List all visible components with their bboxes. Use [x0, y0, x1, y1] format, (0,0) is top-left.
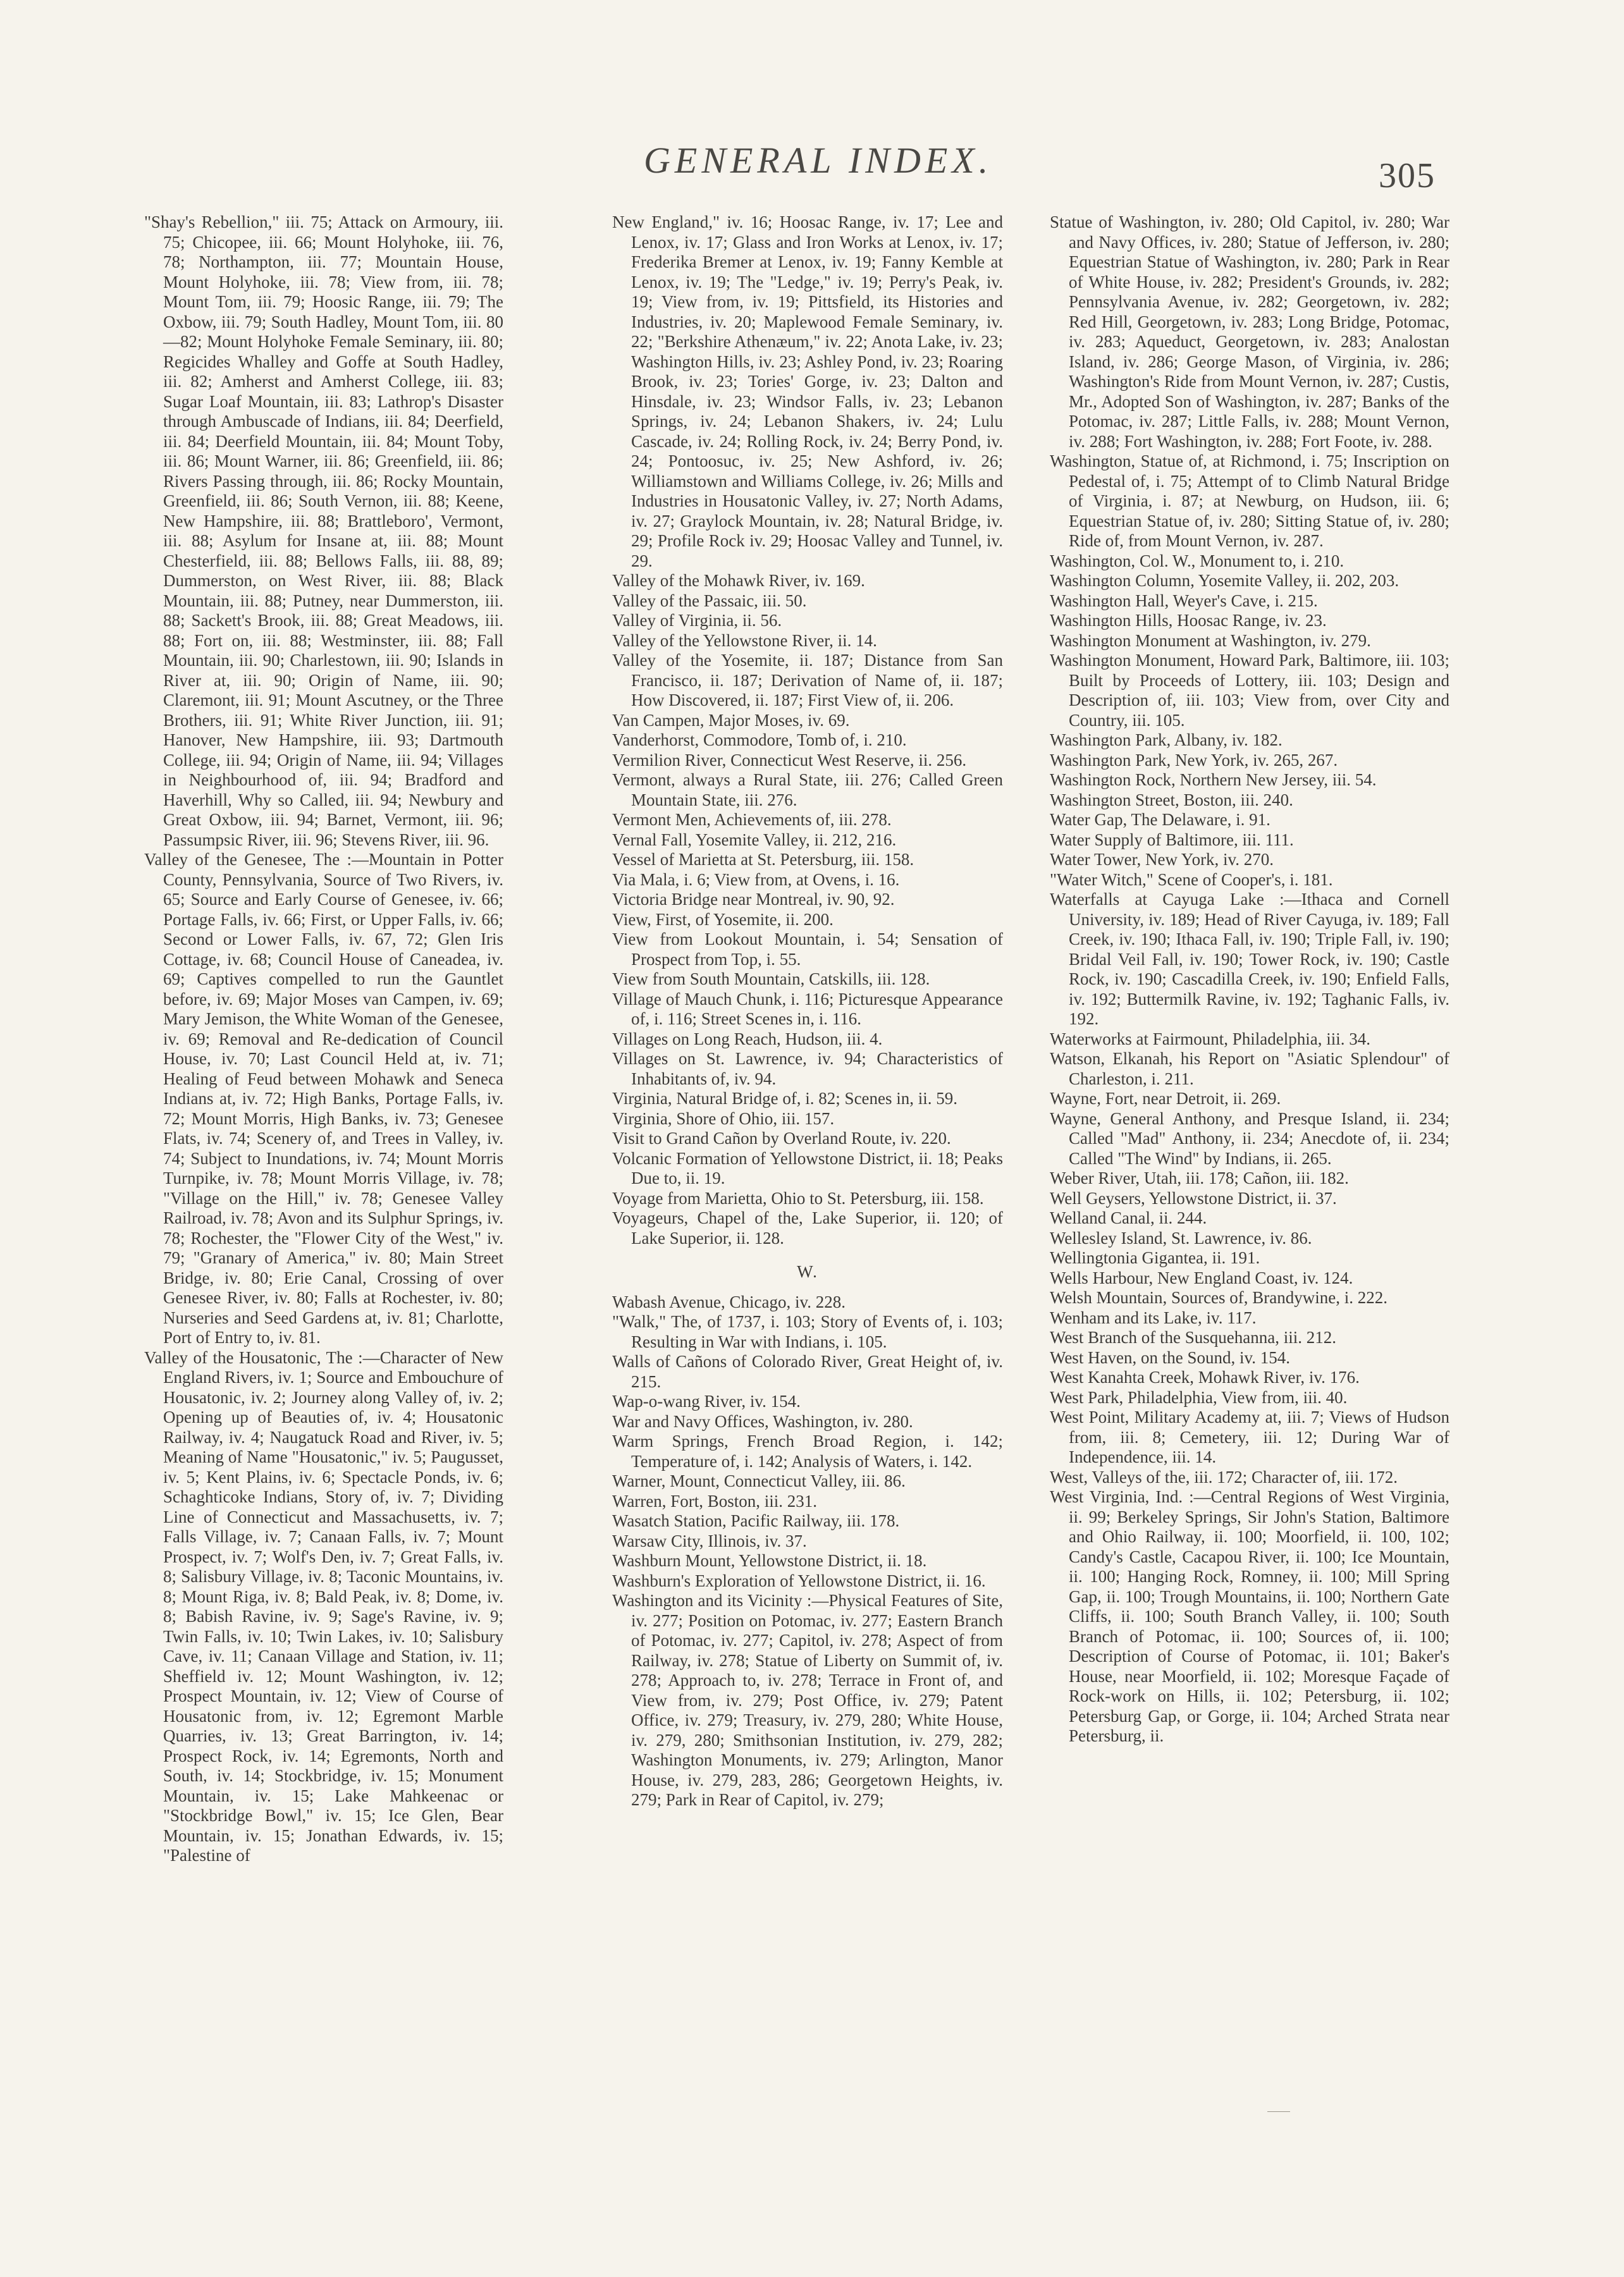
index-column-3 — [1050, 212, 1449, 2204]
index-entry: Wayne, General Anthony, and Presque Island, ii. 234; Called "Mad" Anthony, ii. 234; Anecdote of, ii. 234; Called "The Wind" by Indians, ii. 265. — [1050, 1108, 1449, 1168]
index-entry: Warner, Mount, Connecticut Valley, iii. 86. — [612, 1471, 906, 1490]
index-entry: New England," iv. 16; Hoosac Range, iv. 17; Lee and Lenox, iv. 17; Glass and Iron Works at Lenox, iv. 17; Frederika Bremer at Lenox, iv. 19; Fanny Kemble at Lenox, iv. 19; The "Ledge," iv. 19; Perry's Peak, iv. 19; View from, iv. 19; Pittsfield, its Histories and Industries, iv. 20; Maplewood Female Seminary, iv. 22; "Berkshire Athenæum," iv. 22; Anota Lake, iv. 23; Washington Hills, iv. 23; Ashley Pond, iv. 23; Roaring Brook, iv. 23; Tories' Gorge, iv. 23; Dalton and Hinsdale, iv. 23; Windsor Falls, iv. 23; Lebanon Springs, iv. 24; Lebanon Shakers, iv. 24; Lulu Cascade, iv. 24; Rolling Rock, iv. 24; Berry Pond, iv. 24; Pontoosuc, iv. 25; New Ashford, iv. 26; Williamstown and Williams College, iv. 26; Mills and Industries in Housatonic Valley, iv. 27; North Adams, iv. 27; Graylock Mountain, iv. 28; Natural Bridge, iv. 29; Profile Rock iv. 29; Hoosac Valley and Tunnel, iv. 29. — [612, 212, 1003, 570]
index-entry: "Shay's Rebellion," iii. 75; Attack on Armoury, iii. 75; Chicopee, iii. 66; Mount Holyhoke, iii. 76, 78; Northampton, iii. 77; Mountain House, Mount Holyhoke, iii. 78; View from, iii. 78; Mount Tom, iii. 79; Hoosic Range, iii. 79; The Oxbow, iii. 79; South Hadley, Mount Tom, iii. 80—82; Mount Holyhoke Female Seminary, iii. 80; Regicides Whalley and Goffe at South Hadley, iii. 82; Amherst and Amherst College, iii. 83; Sugar Loaf Mountain, iii. 83; Lathrop's Disaster through Ambuscade of Indians, iii. 84; Deerfield, iii. 84; Deerfield Mountain, iii. 84; Mount Toby, iii. 86; Mount Warner, iii. 86; Greenfield, iii. 86; Rivers Passing through, iii. 86; Rocky Mountain, Greenfield, iii. 86; South Vernon, iii. 88; Keene, New Hampshire, iii. 88; Brattleboro', Vermont, iii. 88; Asylum for Insane at, iii. 88; Mount Chesterfield, iii. 88; Bellows Falls, iii. 88, 89; Dummerston, on West River, iii. 88; Black Mountain, iii. 88; Putney, near Dummerston, iii. 88; Sackett's Brook, iii. 88; Great Meadows, iii. 88; Fort on, iii. 88; Westminster, iii. 88; Fall Mountain, iii. 90; Charlestown, iii. 90; Islands in River at, iii. 90; Origin of Name, iii. 90; Claremont, iii. 91; Mount Ascutney, or the Three Brothers, iii. 91; White River Junction, iii. 91; Hanover, New Hampshire, iii. 93; Dartmouth College, iii. 94; Origin of Name, iii. 94; Villages in Neighbourhood of, iii. 94; Bradford and Haverhill, Why so Called, iii. 94; Newbury and Great Oxbow, iii. 94; Barnet, Vermont, iii. 96; Passumpsic River, iii. 96; Stevens River, iii. 96. — [144, 212, 503, 849]
index-entry: Washington Street, Boston, iii. 240. — [1050, 790, 1293, 809]
index-column-2 — [612, 212, 1003, 2204]
index-entry: Washington, Col. W., Monument to, i. 210. — [1050, 551, 1344, 570]
index-entry: West, Valleys of the, iii. 172; Character of, iii. 172. — [1050, 1467, 1398, 1487]
index-entry: "Walk," The, of 1737, i. 103; Story of Events of, i. 103; Resulting in War with Indians, i. 105. — [612, 1312, 1003, 1351]
index-entry: "Water Witch," Scene of Cooper's, i. 181. — [1050, 869, 1333, 889]
index-entry: West Point, Military Academy at, iii. 7; Views of Hudson from, iii. 8; Cemetery, iii. 12; During War of Independence, iii. 14. — [1050, 1408, 1449, 1466]
index-entry: Valley of the Yosemite, ii. 187; Distance from San Francisco, ii. 187; Derivation of Name of, ii. 187; How Discovered, ii. 187; First View of, ii. 206. — [612, 651, 1003, 709]
index-entry: Valley of the Housatonic, The :—Character of New England Rivers, iv. 1; Source and Embouchure of Housatonic, iv. 2; Journey along Valley of, iv. 2; Opening up of Beauties of, iv. 4; Housatonic Railway, iv. 4; Naugatuck Road and River, iv. 5; Meaning of Name "Housatonic," iv. 5; Paugusset, iv. 5; Kent Plains, iv. 6; Spectacle Ponds, iv. 6; Schaghticoke Indians, Story of, iv. 7; Dividing Line of Connecticut and Massachusetts, iv. 7; Falls Village, iv. 7; Canaan Falls, iv. 7; Mount Prospect, iv. 7; Wolf's Den, iv. 7; Great Falls, iv. 8; Salisbury Village, iv. 8; Taconic Mountains, iv. 8; Mount Riga, iv. 8; Bald Peak, iv. 8; Dome, iv. 8; Babish Ravine, iv. 9; Sage's Ravine, iv. 9; Twin Falls, iv. 10; Twin Lakes, iv. 10; Salisbury Cave, iv. 11; Canaan Village and Station, iv. 11; Sheffield iv. 12; Mount Washington, iv. 12; Prospect Mountain, iv. 12; View of Course of Housatonic from, iv. 12; Egremont Marble Quarries, iv. 13; Great Barrington, iv. 14; Prospect Rock, iv. 14; Egremonts, North and South, iv. 14; Stockbridge, iv. 15; Monument Mountain, iv. 15; Lake Mahkeenac or "Stockbridge Bowl," iv. 15; Ice Glen, Bear Mountain, iv. 15; Jonathan Edwards, iv. 15; "Palestine of — [144, 1347, 503, 1865]
index-entry: Washington Rock, Northern New Jersey, iii. 54. — [1050, 770, 1377, 789]
index-entry: Wellesley Island, St. Lawrence, iv. 86. — [1050, 1228, 1312, 1248]
index-entry: Washington Park, Albany, iv. 182. — [1050, 730, 1283, 749]
index-entry: Washington Park, New York, iv. 265, 267. — [1050, 750, 1338, 770]
index-entry: View from Lookout Mountain, i. 54; Sensation of Prospect from Top, i. 55. — [612, 930, 1003, 969]
index-entry: West Virginia, Ind. :—Central Regions of West Virginia, ii. 99; Berkeley Springs, Sir John's Station, Baltimore and Ohio Railway, ii. 100; Moorfield, ii. 100, 102; Candy's Castle, Cacapou River, ii. 100; Ice Mountain, ii. 100; Hanging Rock, Romney, ii. 100; Mill Spring Gap, ii. 100; Trough Mountains, ii. 100; Northern Gate Cliffs, ii. 100; South Branch Valley, ii. 100; South Branch of Potomac, ii. 100; Sources of, ii. 100; Description of Course of Potomac, ii. 101; Baker's House, near Moorfield, ii. 102; Moresque Façade of Rock-work on Hills, ii. 102; Petersburg, ii. 102; Petersburg Gap, or Gorge, ii. 104; Arched Strata near Petersburg, ii. — [1050, 1487, 1449, 1745]
index-entry: Washington Hills, Hoosac Range, iv. 23. — [1050, 611, 1327, 630]
index-entry: Wayne, Fort, near Detroit, ii. 269. — [1050, 1089, 1281, 1108]
footer-rule — [1267, 2111, 1290, 2112]
index-entry: Wells Harbour, New England Coast, iv. 124. — [1050, 1268, 1353, 1287]
index-entry: Villages on St. Lawrence, iv. 94; Characteristics of Inhabitants of, iv. 94. — [612, 1049, 1003, 1088]
index-entry: Warm Springs, French Broad Region, i. 142; Temperature of, i. 142; Analysis of Waters, i. 142. — [612, 1432, 1003, 1471]
index-entry: Statue of Washington, iv. 280; Old Capitol, iv. 280; War and Navy Offices, iv. 280; Statue of Jefferson, iv. 280; Equestrian Statue of Washington, iv. 280; Park in Rear of White House, iv. 282; President's Grounds, iv. 282; Pennsylvania Avenue, iv. 282; Georgetown, iv. 282; Red Hill, Georgetown, iv. 283; Long Bridge, Potomac, iv. 283; Aqueduct, Georgetown, iv. 283; Analostan Island, iv. 286; George Mason, of Virginia, iv. 286; Washington's Ride from Mount Vernon, iv. 287; Custis, Mr., Adopted Son of Washington, iv. 287; Banks of the Potomac, iv. 287; Little Falls, iv. 288; Mount Vernon, iv. 288; Fort Washington, iv. 288; Fort Foote, iv. 288. — [1050, 212, 1449, 451]
index-entry: Visit to Grand Cañon by Overland Route, iv. 220. — [612, 1129, 951, 1148]
index-entry: Water Tower, New York, iv. 270. — [1050, 850, 1274, 869]
index-entry: Via Mala, i. 6; View from, at Ovens, i. 16. — [612, 869, 900, 889]
index-entry: Watson, Elkanah, his Report on "Asiatic Splendour" of Charleston, i. 211. — [1050, 1049, 1449, 1088]
index-entry: Well Geysers, Yellowstone District, ii. 37. — [1050, 1188, 1337, 1208]
index-entry: Villages on Long Reach, Hudson, iii. 4. — [612, 1029, 883, 1048]
index-entry: Washington Monument, Howard Park, Baltimore, iii. 103; Built by Proceeds of Lottery, iii. 103; Design and Description of, iii. 103; View from, over City and Country, iii. 105. — [1050, 651, 1449, 730]
index-entry: Wabash Avenue, Chicago, iv. 228. — [612, 1292, 846, 1311]
index-entry: Washington Hall, Weyer's Cave, i. 215. — [1050, 591, 1318, 610]
index-entry: View from South Mountain, Catskills, iii. 128. — [612, 969, 930, 988]
index-entry: Victoria Bridge near Montreal, iv. 90, 92. — [612, 890, 895, 909]
index-entry: Welsh Mountain, Sources of, Brandywine, i. 222. — [1050, 1288, 1388, 1307]
index-entry: West Haven, on the Sound, iv. 154. — [1050, 1347, 1291, 1367]
index-entry: Washburn's Exploration of Yellowstone District, ii. 16. — [612, 1571, 986, 1590]
index-entry: Waterworks at Fairmount, Philadelphia, iii. 34. — [1050, 1029, 1370, 1048]
index-entry: Waterfalls at Cayuga Lake :—Ithaca and Cornell University, iv. 189; Head of River Cayuga, iv. 189; Fall Creek, iv. 190; Ithaca Fall, iv. 190; Triple Fall, iv. 190; Bridal Veil Fall, iv. 190; Tower Rock, iv. 190; Castle Rock, iv. 190; Cascadilla Creek, iv. 190; Enfield Falls, iv. 192; Buttermilk Ravine, iv. 192; Taghanic Falls, iv. 192. — [1050, 890, 1449, 1028]
index-entry: Wellingtonia Gigantea, ii. 191. — [1050, 1248, 1260, 1267]
index-entry: Wap-o-wang River, iv. 154. — [612, 1392, 801, 1411]
index-entry: Washington, Statue of, at Richmond, i. 75; Inscription on Pedestal of, i. 75; Attempt of to Climb Natural Bridge of Virginia, i. 87; at Newburg, on Hudson, iii. 6; Equestrian Statue of, iv. 280; Sitting Statue of, iv. 280; Ride of, from Mount Vernon, iv. 287. — [1050, 451, 1449, 550]
index-entry: Valley of the Yellowstone River, ii. 14. — [612, 630, 877, 650]
index-entry: Village of Mauch Chunk, i. 116; Picturesque Appearance of, i. 116; Street Scenes in, i. 116. — [612, 989, 1003, 1028]
index-column-1 — [144, 212, 503, 2204]
index-entry: Warren, Fort, Boston, iii. 231. — [612, 1491, 818, 1511]
index-entry: Valley of the Genesee, The :—Mountain in Potter County, Pennsylvania, Source of Two Rivers, iv. 65; Source and Early Course of Genesee, iv. 66; Portage Falls, iv. 66; First, or Upper Falls, iv. 66; Second or Lower Falls, iv. 67, 72; Glen Iris Cottage, iv. 68; Council House of Caneadea, iv. 69; Captives compelled to run the Gauntlet before, iv. 69; Major Moses van Campen, iv. 69; Mary Jemison, the White Woman of the Genesee, iv. 69; Removal and Re-dedication of Council House, iv. 70; Last Council Held at, iv. 71; Healing of Feud between Mohawk and Seneca Indians at, iv. 72; High Banks, Portage Falls, iv. 72; Mount Morris, High Banks, iv. 73; Genesee Flats, iv. 74; Scenery of, and Trees in Valley, iv. 74; Subject to Inundations, iv. 74; Mount Morris Turnpike, iv. 78; Mount Morris Village, iv. 78; "Village on the Hill," iv. 78; Genesee Valley Railroad, iv. 78; Avon and its Sulphur Springs, iv. 78; Rochester, the "Flower City of the West," iv. 79; "Granary of America," iv. 80; Main Street Bridge, iv. 80; Erie Canal, Crossing of over Genesee River, iv. 80; Falls at Rochester, iv. 80; Nurseries and Seed Gardens at, iv. 81; Charlotte, Port of Entry to, iv. 81. — [144, 850, 503, 1347]
index-entry: Wasatch Station, Pacific Railway, iii. 178. — [612, 1511, 900, 1530]
page-number: 305 — [1379, 156, 1436, 195]
index-entry: View, First, of Yosemite, ii. 200. — [612, 909, 834, 929]
index-entry: Valley of the Passaic, iii. 50. — [612, 591, 807, 610]
index-entry: West Kanahta Creek, Mohawk River, iv. 176. — [1050, 1368, 1360, 1387]
index-entry: Water Gap, The Delaware, i. 91. — [1050, 810, 1270, 829]
index-entry: War and Navy Offices, Washington, iv. 280. — [612, 1411, 913, 1431]
index-entry: Valley of the Mohawk River, iv. 169. — [612, 571, 865, 590]
index-entry: Volcanic Formation of Yellowstone District, ii. 18; Peaks Due to, ii. 19. — [612, 1148, 1003, 1188]
index-entry: West Park, Philadelphia, View from, iii. 40. — [1050, 1387, 1348, 1407]
index-entry: Voyageurs, Chapel of the, Lake Superior, ii. 120; of Lake Superior, ii. 128. — [612, 1208, 1003, 1248]
index-entry: Washington Column, Yosemite Valley, ii. 202, 203. — [1050, 571, 1399, 590]
page-header-title: GENERAL INDEX. — [644, 140, 993, 181]
index-entry: Vermont Men, Achievements of, iii. 278. — [612, 810, 892, 829]
index-entry: Virginia, Natural Bridge of, i. 82; Scenes in, ii. 59. — [612, 1089, 958, 1108]
index-entry: Vermont, always a Rural State, iii. 276; Called Green Mountain State, iii. 276. — [612, 770, 1003, 809]
index-entry: Walls of Cañons of Colorado River, Great Height of, iv. 215. — [612, 1352, 1003, 1391]
index-entry: Washington Monument at Washington, iv. 279. — [1050, 630, 1371, 650]
index-entry: Vessel of Marietta at St. Petersburg, iii. 158. — [612, 850, 914, 869]
index-entry: Welland Canal, ii. 244. — [1050, 1208, 1207, 1227]
index-entry: Water Supply of Baltimore, iii. 111. — [1050, 830, 1294, 849]
index-entry: Wenham and its Lake, iv. 117. — [1050, 1308, 1257, 1327]
index-entry: Vernal Fall, Yosemite Valley, ii. 212, 216. — [612, 830, 897, 849]
index-entry: Weber River, Utah, iii. 178; Cañon, iii. 182. — [1050, 1169, 1349, 1188]
index-entry: Virginia, Shore of Ohio, iii. 157. — [612, 1108, 835, 1128]
index-entry: Warsaw City, Illinois, iv. 37. — [612, 1531, 807, 1550]
index-entry: Voyage from Marietta, Ohio to St. Petersburg, iii. 158. — [612, 1188, 984, 1208]
section-letter-heading: W. — [797, 1262, 818, 1281]
index-entry: Vermilion River, Connecticut West Reserve, ii. 256. — [612, 750, 967, 770]
index-entry: Washington and its Vicinity :—Physical Features of Site, iv. 277; Position on Potomac, iv. 277; Eastern Branch of Potomac, iv. 277; Capitol, iv. 278; Aspect of from Railway, iv. 278; Statue of Liberty on Summit of, iv. 278; Approach to, iv. 278; Terrace in Front of, and View from, iv. 279; Post Office, iv. 279; Patent Office, iv. 279; Treasury, iv. 279, 280; White House, iv. 279, 280; Smithsonian Institution, iv. 279, 282; Washington Monuments, iv. 279; Arlington, Manor House, iv. 279, 283, 286; Georgetown Heights, iv. 279; Park in Rear of Capitol, iv. 279; — [612, 1591, 1003, 1809]
index-entry: Washburn Mount, Yellowstone District, ii. 18. — [612, 1551, 927, 1570]
index-entry: Vanderhorst, Commodore, Tomb of, i. 210. — [612, 730, 907, 749]
index-entry: West Branch of the Susquehanna, iii. 212. — [1050, 1328, 1336, 1347]
index-entry: Van Campen, Major Moses, iv. 69. — [612, 710, 850, 730]
index-entry: Valley of Virginia, ii. 56. — [612, 611, 782, 630]
